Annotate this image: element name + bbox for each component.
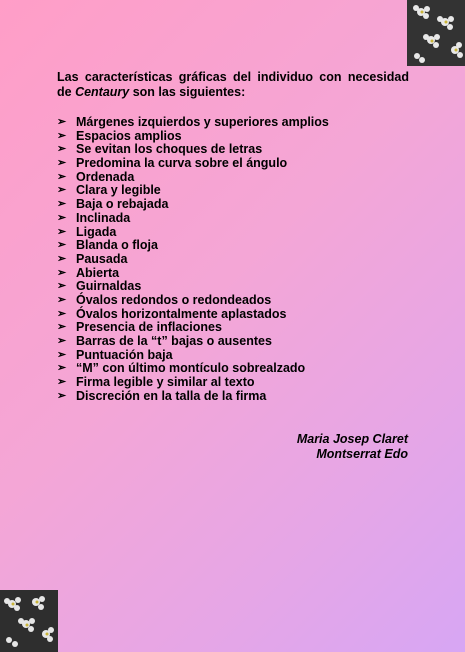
trait-label: Blanda o floja (76, 238, 158, 253)
traits-list (57, 116, 409, 403)
trait-list-item (57, 280, 409, 294)
trait-list-item (57, 116, 409, 130)
right-arrowhead-icon: ➢ (57, 348, 67, 361)
right-arrowhead-icon: ➢ (57, 266, 67, 279)
trait-list-item (57, 308, 409, 322)
trait-list-item (57, 390, 409, 404)
trait-list-item (57, 253, 409, 267)
right-arrowhead-icon: ➢ (57, 129, 67, 142)
right-arrowhead-icon: ➢ (57, 376, 67, 389)
trait-list-item (57, 198, 409, 212)
flower-icon (0, 590, 58, 652)
right-arrowhead-icon: ➢ (57, 116, 67, 128)
right-arrowhead-icon: ➢ (57, 211, 67, 224)
right-arrowhead-icon: ➢ (57, 198, 67, 211)
trait-label: Óvalos redondos o redondeados (76, 292, 272, 307)
trait-label: Se evitan los choques de letras (76, 142, 263, 157)
trait-label: “M” con último montículo sobrealzado (76, 361, 306, 376)
intro-text-start: Las características gráficas del individuo con necesidad de (57, 70, 409, 99)
right-arrowhead-icon: ➢ (57, 239, 67, 252)
trait-label: Clara y legible (76, 183, 161, 198)
trait-label: Óvalos horizontalmente aplastados (76, 306, 287, 321)
right-arrowhead-icon: ➢ (57, 389, 67, 402)
trait-label: Inclinada (76, 210, 131, 225)
trait-list-item (57, 171, 409, 185)
flower-photo-top-right (407, 0, 465, 66)
trait-list-item (57, 212, 409, 226)
right-arrowhead-icon: ➢ (57, 143, 67, 156)
trait-list-item (57, 130, 409, 144)
right-arrowhead-icon: ➢ (57, 184, 67, 197)
right-arrowhead-icon: ➢ (57, 280, 67, 293)
intro-paragraph (57, 70, 409, 100)
right-arrowhead-icon: ➢ (57, 362, 67, 375)
trait-list-item (57, 143, 409, 157)
trait-list-item (57, 184, 409, 198)
trait-label: Márgenes izquierdos y superiores amplios (76, 115, 329, 129)
right-arrowhead-icon: ➢ (57, 225, 67, 238)
trait-label: Barras de la “t” bajas o ausentes (76, 334, 272, 348)
intro-emphasis: Centaury (75, 85, 130, 99)
trait-list-item (57, 362, 409, 376)
trait-label: Presencia de inflaciones (76, 320, 222, 335)
trait-list-item (57, 239, 409, 253)
trait-label: Puntuación baja (76, 347, 173, 362)
trait-label: Discreción en la talla de la firma (76, 388, 267, 403)
flower-icon (407, 0, 465, 66)
author-name-1: Maria Josep Claret (296, 432, 408, 446)
trait-label: Firma legible y similar al texto (76, 375, 255, 390)
trait-label: Baja o rebajada (76, 197, 169, 212)
trait-list-item (57, 376, 409, 390)
right-arrowhead-icon: ➢ (57, 157, 67, 170)
trait-list-item (57, 294, 409, 308)
trait-label: Espacios amplios (76, 128, 182, 143)
trait-list-item (57, 267, 409, 281)
trait-list-item (57, 321, 409, 335)
flower-photo-bottom-left (0, 590, 58, 652)
trait-list-item (57, 226, 409, 240)
right-arrowhead-icon: ➢ (57, 170, 67, 183)
document-body (57, 70, 409, 403)
trait-label: Ligada (76, 224, 117, 239)
trait-label: Ordenada (76, 169, 135, 184)
right-arrowhead-icon: ➢ (57, 321, 67, 334)
right-arrowhead-icon: ➢ (57, 252, 67, 265)
signature-block (297, 432, 408, 462)
right-arrowhead-icon: ➢ (57, 335, 67, 347)
trait-label: Pausada (76, 251, 128, 266)
trait-list-item (57, 157, 409, 171)
trait-list-item (57, 349, 409, 363)
right-arrowhead-icon: ➢ (57, 293, 67, 306)
trait-label: Guirnaldas (76, 279, 142, 294)
trait-label: Predomina la curva sobre el ángulo (76, 156, 288, 171)
trait-label: Abierta (76, 265, 120, 280)
trait-list-item (57, 335, 409, 349)
right-arrowhead-icon: ➢ (57, 307, 67, 320)
author-name-2: Montserrat Edo (316, 447, 408, 461)
intro-text-end: son las siguientes: (129, 85, 246, 99)
